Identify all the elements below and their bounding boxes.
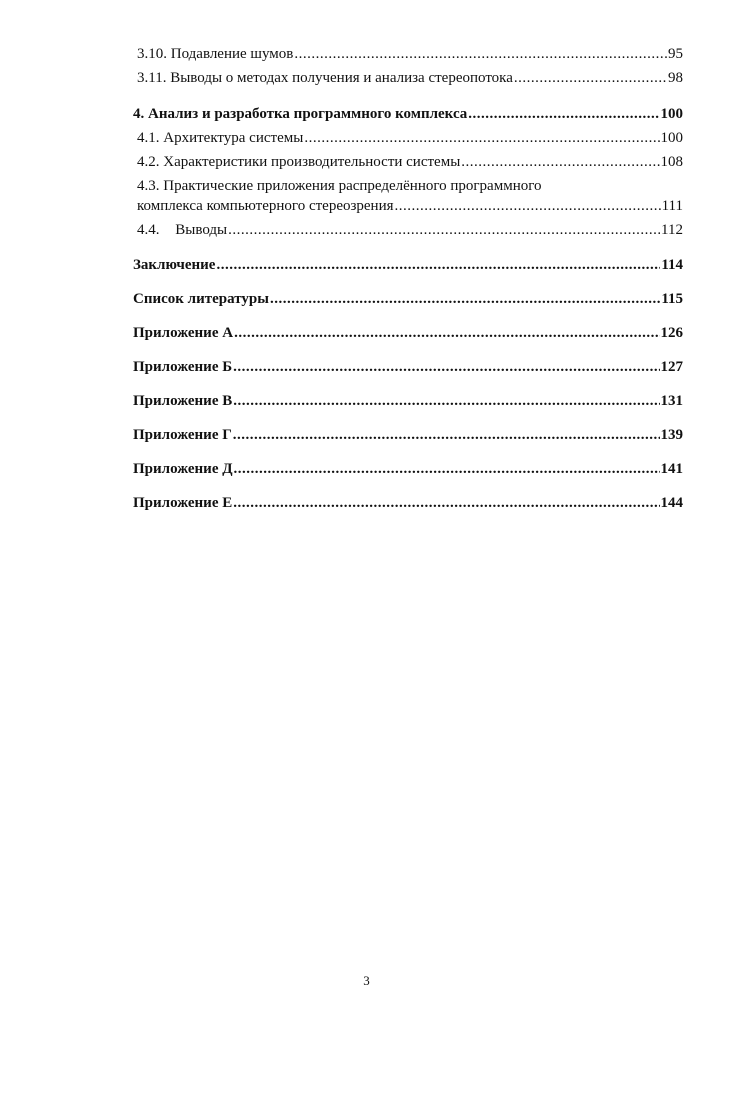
toc-leader-dots: [270, 289, 660, 309]
toc-entry-page: 131: [660, 393, 683, 409]
toc-leader-dots: [514, 68, 667, 88]
toc-entry-page: 95: [668, 46, 683, 62]
toc-appendix-g: [133, 425, 683, 445]
toc-entry-page: 144: [660, 495, 683, 511]
toc-entry-title: Приложение В: [133, 393, 233, 409]
page-number: 3: [363, 973, 370, 988]
toc-conclusion: [133, 255, 683, 275]
toc-entry-4-2: [133, 152, 683, 172]
toc-entry-title: Приложение Д: [133, 461, 233, 477]
toc-entry-page: 108: [660, 154, 683, 170]
toc-entry-page: 100: [660, 106, 683, 122]
toc-appendix-d: [133, 459, 683, 479]
toc-entry-title: Приложение Е: [133, 495, 233, 511]
toc-entry-number: 4.4.: [137, 222, 160, 238]
toc-entry-4-1: [133, 128, 683, 148]
toc-leader-dots: [233, 425, 660, 445]
toc-leader-dots: [294, 44, 667, 64]
toc-entry-title: 3.10. Подавление шумов: [137, 46, 294, 62]
toc-leader-dots: [233, 357, 659, 377]
toc-entry-title-line1: 4.3. Практические приложения распределённого программного: [137, 178, 542, 194]
toc-entry-title: Приложение А: [133, 325, 234, 341]
toc-chapter-4: [133, 104, 683, 124]
toc-leader-dots: [216, 255, 660, 275]
toc-entry-page: 114: [661, 257, 683, 273]
table-of-contents: [133, 44, 683, 513]
toc-entry-page: 115: [661, 291, 683, 307]
toc-leader-dots: [228, 220, 660, 240]
toc-entry-title: 4. Анализ и разработка программного комплекса: [133, 106, 468, 122]
toc-entry-title: Список литературы: [133, 291, 269, 307]
toc-entry-title: Заключение: [133, 257, 216, 273]
toc-entry-title: Приложение Б: [133, 359, 233, 375]
toc-leader-dots: [468, 104, 659, 124]
toc-leader-dots: [234, 459, 660, 479]
toc-entry-page: 100: [660, 130, 683, 146]
toc-entry-4-4: [133, 220, 683, 240]
toc-entry-page: 127: [660, 359, 683, 375]
toc-entry-3-10: [133, 44, 683, 64]
toc-leader-dots: [461, 152, 659, 172]
toc-entry-4-3-line2: [137, 196, 683, 216]
toc-leader-dots: [395, 196, 661, 216]
toc-entry-page: 111: [661, 198, 683, 214]
toc-appendix-e: [133, 493, 683, 513]
toc-entry-page: 139: [660, 427, 683, 443]
toc-entry-title: 4.1. Архитектура системы: [137, 130, 304, 146]
toc-entry-title: 3.11. Выводы о методах получения и анализа стереопотока: [137, 70, 513, 86]
toc-entry-title-line2: комплекса компьютерного стереозрения: [137, 198, 394, 214]
toc-references: [133, 289, 683, 309]
toc-entry-page: 141: [660, 461, 683, 477]
toc-entry-title: Выводы: [175, 222, 228, 238]
toc-entry-page: 112: [661, 222, 683, 238]
toc-entry-4-3: [133, 176, 683, 216]
toc-entry-title: 4.2. Характеристики производительности системы: [137, 154, 461, 170]
toc-appendix-b: [133, 357, 683, 377]
toc-leader-dots: [304, 128, 659, 148]
toc-leader-dots: [234, 323, 659, 343]
toc-leader-dots: [233, 391, 659, 411]
toc-entry-title: Приложение Г: [133, 427, 232, 443]
toc-appendix-v: [133, 391, 683, 411]
toc-entry-page: 98: [668, 70, 683, 86]
toc-leader-dots: [233, 493, 659, 513]
toc-appendix-a: [133, 323, 683, 343]
toc-entry-page: 126: [660, 325, 683, 341]
toc-entry-3-11: [133, 68, 683, 88]
